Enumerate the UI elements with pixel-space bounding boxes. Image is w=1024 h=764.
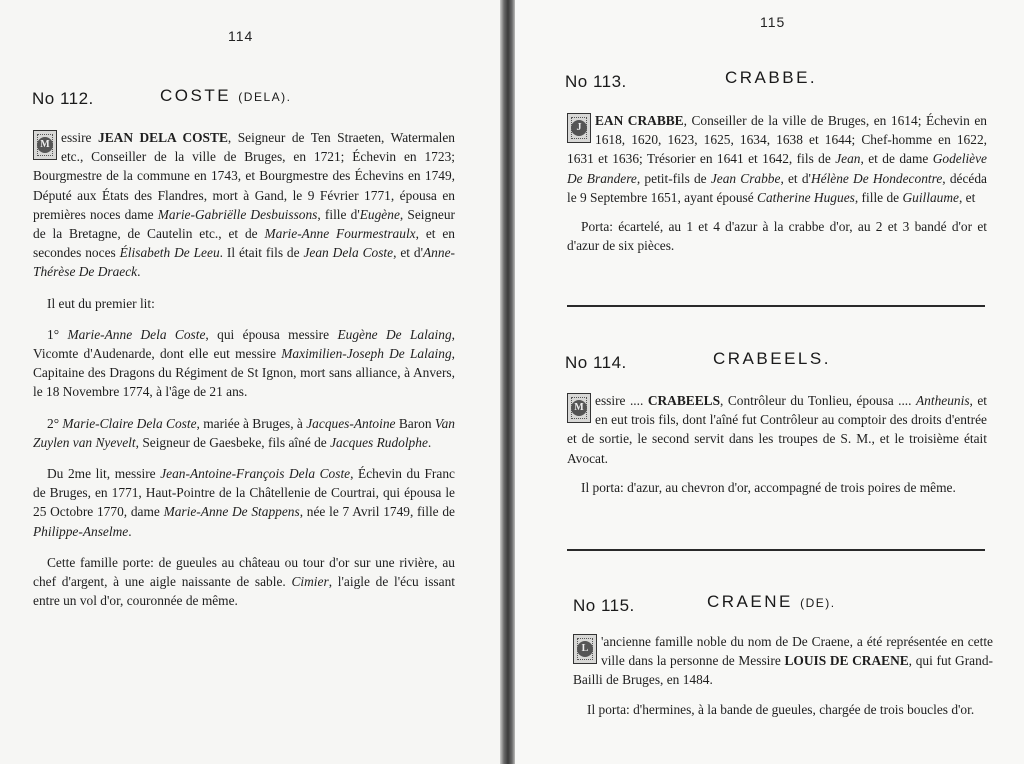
- person-name: Antheunis: [915, 393, 970, 408]
- text: , née le 7 Avril 1749, fille de: [299, 504, 455, 520]
- text: , Vicomte d'Audenarde, dont elle eut messire: [33, 326, 456, 362]
- person-name: Maximilien-Joseph De Lalaing: [281, 346, 452, 362]
- text: , qui épousa messire: [205, 326, 338, 342]
- text: , et en eut trois fils, dont l'aîné fut Contrôleur au comptoir des droits d'entrée et de sortie, le second servit dans les troupes de S. M., et le troisième était Avocat.: [567, 393, 988, 466]
- person-name: Marie-Anne Fourmestraulx: [264, 226, 416, 242]
- person-name: Godeliève De Brandere: [567, 151, 987, 186]
- entry-heading: [565, 349, 831, 373]
- entry-body: [573, 632, 993, 719]
- text: , et d': [780, 170, 811, 186]
- text: essire ....: [595, 393, 648, 408]
- entry-particle: (DELA).: [238, 90, 292, 104]
- paragraph: [567, 217, 987, 255]
- entry-name: CRABEELS.: [713, 349, 831, 368]
- text: .: [128, 523, 132, 539]
- paragraph: [33, 128, 455, 282]
- text: , Contrôleur du Tonlieu, épousa ....: [720, 393, 916, 408]
- entry-number: No 114.: [565, 353, 627, 372]
- entry-body: [33, 128, 455, 610]
- person-name: Marie-Gabriëlle Desbuissons: [157, 206, 318, 222]
- text: essire: [61, 130, 99, 145]
- person-name: Jean: [835, 151, 861, 167]
- paragraph: [573, 700, 993, 719]
- person-name: Eugène De Lalaing: [337, 326, 452, 342]
- text: Porta: écartelé, au 1 et 4 d'azur à la crabbe d'or, au 2 et 3 bandé d'or et d'azur de six pièces.: [567, 219, 987, 254]
- person-name: Cimier: [291, 574, 329, 590]
- entry-heading: [573, 592, 836, 616]
- person-name: Jacques Rudolphe: [330, 434, 428, 450]
- text: , Seigneur de la Bretagne, de Cautelin etc., et de: [33, 206, 455, 242]
- right-page: [515, 0, 1024, 764]
- text: , Seigneur de Ten Straeten, Watermalen etc., Conseiller de la ville de Bruges, en 1721; Échevin en 1723; Bourgmestre de la commune en 1743, et Bourgmestre des Échevins en 1749, Député aux États des Flandres, mort à Gand, le 9 Février 1771, épousa en premières noces dame: [33, 130, 455, 222]
- text: Il porta: d'hermines, à la bande de gueules, chargée de trois boucles d'or.: [587, 701, 975, 717]
- text: .: [427, 434, 432, 450]
- person-name: Eugène: [359, 206, 400, 222]
- text: Du 2me lit, messire: [47, 466, 161, 482]
- text: . Il était fils de: [219, 245, 304, 261]
- text: , Seigneur de Gaesbeke, fils aîné de: [135, 434, 331, 450]
- text: , Capitaine des Dragons du Régiment de St Ignon, mort sans alliance, à Anvers, le 18 Novembre 1774, à l'âge de 21 ans.: [33, 346, 456, 400]
- text: , l'aigle de l'écu issant entre un vol d'or, couronnée de même.: [33, 574, 455, 609]
- ornamental-initial-icon: [567, 393, 591, 423]
- person-name: Jean Crabbe: [710, 170, 781, 186]
- person-name: Marie-Anne De Stappens: [163, 504, 300, 520]
- text: .: [137, 264, 141, 280]
- section-divider: [567, 305, 985, 307]
- page-number: 115: [760, 14, 786, 30]
- ornamental-initial-icon: [573, 634, 597, 664]
- person-name: Catherine Hugues: [757, 189, 855, 205]
- paragraph: [573, 632, 993, 690]
- text: , fille d': [317, 206, 360, 222]
- text: 1°: [47, 326, 68, 342]
- entry-name-text: CRAENE: [707, 592, 793, 611]
- text: , et en secondes noces: [33, 226, 455, 261]
- person-name: Philippe-Anselme: [33, 523, 129, 539]
- person-name: Van Zuylen van Nyevelt: [33, 415, 455, 450]
- entry-name-text: COSTE: [160, 86, 232, 105]
- text: Baron: [395, 415, 435, 431]
- person-name: CRABEELS: [647, 393, 721, 408]
- entry-heading: [565, 68, 818, 92]
- person-name: JEAN DELA COSTE: [98, 130, 228, 145]
- initial-letter: J: [571, 120, 587, 136]
- initial-letter: M: [571, 400, 587, 416]
- text: , Conseiller de la ville de Bruges, en 1614; Échevin en 1618, 1620, 1623, 1625, 1634, 1638 et 1644; Chef-homme en 1622, 1631 et 1636; Trésorier en 1641 et 1642, fils de: [567, 113, 987, 167]
- text: , qui fut Grand-Bailli de Bruges, en 1484.: [573, 653, 993, 688]
- text: , mariée à Bruges, à: [196, 415, 307, 431]
- initial-letter: M: [37, 137, 53, 153]
- person-name: Jean-Antoine-François Dela Coste: [160, 466, 351, 482]
- person-name: Marie-Anne Dela Coste: [67, 326, 206, 342]
- text: , Échevin du Franc de Bruges, en 1771, Haut-Pointre de la Châtellenie de Courtrai, qui épousa le 25 Octobre 1770, dame: [33, 466, 455, 520]
- person-name: Jacques-Antoine: [306, 415, 396, 431]
- text: Il eut du premier lit:: [47, 295, 155, 311]
- paragraph: [33, 325, 455, 402]
- text: Cette famille porte: de gueules au château ou tour d'or sur une rivière, au chef d'argent, à une aigle naissante de sable.: [33, 554, 455, 590]
- paragraph: [33, 553, 455, 611]
- text: , fille de: [854, 189, 903, 205]
- initial-letter: L: [577, 641, 593, 657]
- paragraph: [567, 391, 987, 468]
- entry-body: [567, 111, 987, 255]
- paragraph: [33, 294, 455, 313]
- text: 'ancienne famille noble du nom de De Craene, a été représentée en cette ville dans la personne de Messire: [601, 634, 993, 669]
- person-name: Élisabeth De Leeu: [119, 245, 220, 261]
- person-name: EAN CRABBE: [595, 113, 684, 128]
- text: , décéda le 9 Septembre 1651, ayant épousé: [567, 170, 987, 205]
- ornamental-initial-icon: [567, 113, 591, 143]
- entry-number: No 113.: [565, 72, 627, 91]
- entry-name: [160, 86, 291, 106]
- entry-name: CRABBE.: [725, 68, 818, 87]
- paragraph: [33, 464, 455, 541]
- text: , et d': [393, 245, 423, 261]
- person-name: Hélène De Hondecontre: [810, 170, 943, 186]
- text: Il porta: d'azur, au chevron d'or, accompagné de trois poires de même.: [581, 479, 956, 495]
- section-divider: [567, 549, 985, 551]
- person-name: Marie-Claire Dela Coste: [62, 415, 197, 431]
- person-name: Jean Dela Coste: [303, 245, 394, 261]
- entry-body: [567, 391, 987, 497]
- paragraph: [567, 478, 987, 497]
- page-number: 114: [228, 28, 254, 44]
- book-gutter: [500, 0, 516, 764]
- person-name: LOUIS DE CRAENE: [784, 653, 909, 669]
- left-page: [0, 0, 503, 764]
- text: , et: [958, 189, 976, 205]
- ornamental-initial-icon: [33, 130, 57, 160]
- text: , petit-fils de: [636, 170, 711, 186]
- entry-number: No 112.: [32, 89, 94, 108]
- entry-number: No 115.: [573, 596, 635, 615]
- entry-name: [707, 592, 836, 612]
- paragraph: [567, 111, 987, 207]
- person-name: Anne-Thérèse De Draeck: [33, 245, 455, 280]
- text: 2°: [47, 415, 63, 431]
- entry-heading: [32, 86, 292, 109]
- text: , et de dame: [860, 151, 933, 167]
- entry-particle: (DE).: [800, 596, 836, 610]
- paragraph: [33, 414, 455, 452]
- person-name: Guillaume: [902, 189, 959, 205]
